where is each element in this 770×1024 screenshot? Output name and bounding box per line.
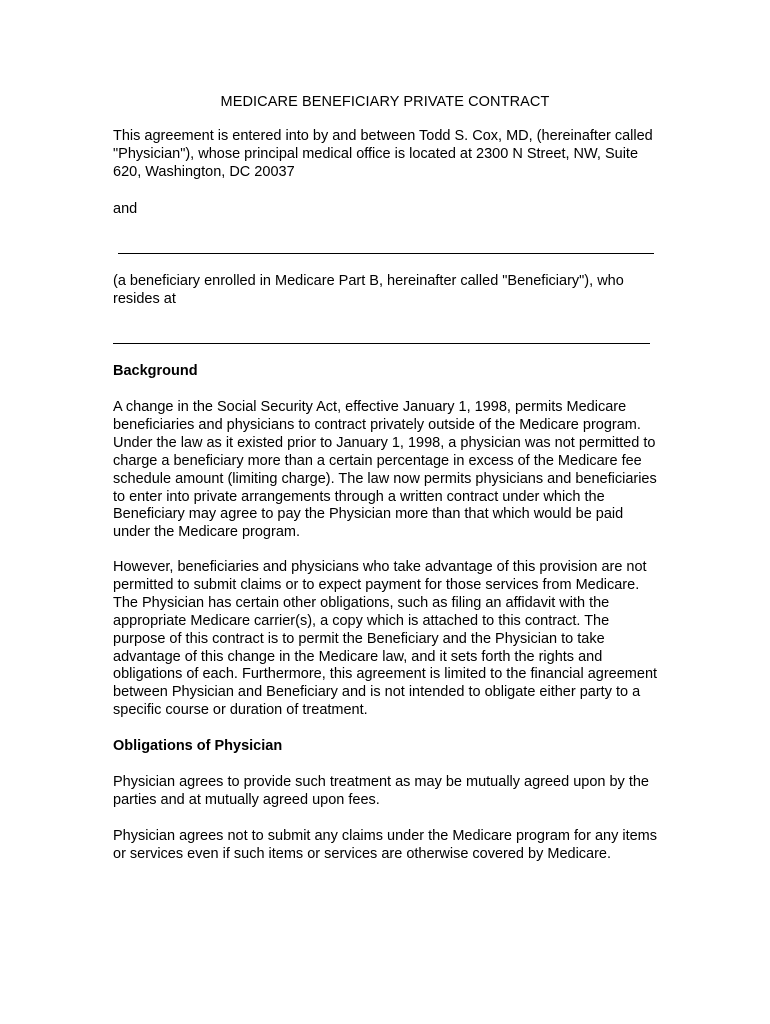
intro-paragraph: This agreement is entered into by and between Todd S. Cox, MD, (hereinafter called "Physician"), whose principal medical office is located at 2300 N Street, NW, Suite 620, Washington, DC 20037	[113, 128, 653, 180]
and-text: and	[113, 201, 138, 217]
obligations-paragraph-1: Physician agrees to provide such treatment as may be mutually agreed upon by the parties and at mutually agreed upon fees.	[113, 774, 649, 808]
beneficiary-name-line	[118, 253, 654, 254]
document-title: MEDICARE BENEFICIARY PRIVATE CONTRACT	[220, 94, 550, 110]
beneficiary-clause: (a beneficiary enrolled in Medicare Part B, hereinafter called "Beneficiary"), who resides at	[113, 273, 624, 307]
background-heading: Background	[113, 363, 198, 379]
background-paragraph-1: A change in the Social Security Act, effective January 1, 1998, permits Medicare beneficiaries and physicians to contract privately outside of the Medicare program. Under the law as it existed prior to January 1, 1998, a physician was not permitted to charge a beneficiary more than a certain percentage in excess of the Medicare fee schedule amount (limiting charge). The law now permits physicians and beneficiaries to enter into private arrangements through a written contract under which the Beneficiary may agree to pay the Physician more than that which would be paid under the Medicare program.	[113, 399, 657, 541]
background-paragraph-2: However, beneficiaries and physicians who take advantage of this provision are not permitted to submit claims or to expect payment for those services from Medicare. The Physician has certain other obligations, such as filing an affidavit with the appropriate Medicare carrier(s), a copy which is attached to this contract. The purpose of this contract is to permit the Beneficiary and the Physician to take advantage of this change in the Medicare law, and it sets forth the rights and obligations of each. Furthermore, this agreement is limited to the financial agreement between Physician and Beneficiary and is not intended to obligate either party to a specific course or duration of treatment.	[113, 559, 658, 719]
obligations-paragraph-2: Physician agrees not to submit any claims under the Medicare program for any items or services even if such items or services are otherwise covered by Medicare.	[113, 828, 657, 862]
beneficiary-address-line	[113, 343, 650, 344]
obligations-heading: Obligations of Physician	[113, 738, 283, 754]
